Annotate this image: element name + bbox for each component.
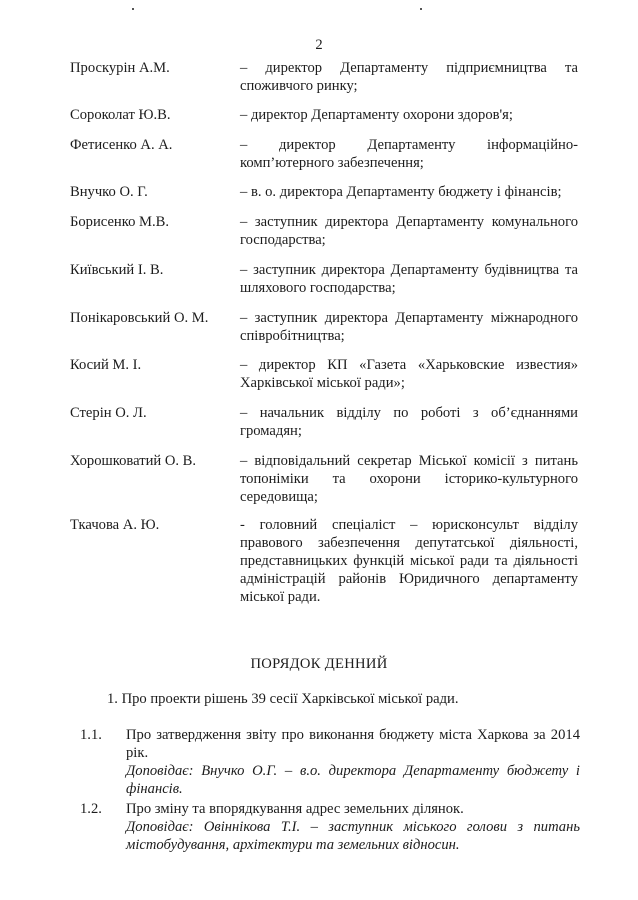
member-role: - головний спеціаліст – юрисконсульт відділу правового забезпечення депутатської діяльності, представницьких функцій міської ради та діяльності адміністрацій районів Юридичного департаменту міської ради.: [240, 517, 578, 605]
member-name: Проскурін А.М.: [70, 60, 170, 76]
member-role: – директор Департаменту охорони здоров'я;: [240, 107, 513, 123]
agenda-item-body: [126, 800, 580, 854]
member-role: – в. о. директора Департаменту бюджету і фінансів;: [240, 184, 562, 200]
member-role: – директор Департаменту інформаційно-комп’ютерного забезпечення;: [240, 137, 578, 171]
member-name: Хорошковатий О. В.: [70, 453, 197, 469]
member-name: Фетисенко А. А.: [70, 137, 173, 153]
member-name: Київський І. В.: [70, 262, 164, 278]
member-role: – директор Департаменту підприємництва та споживчого ринку;: [240, 60, 578, 94]
member-name: Стерін О. Л.: [70, 405, 147, 421]
agenda-item-body: [126, 726, 580, 798]
member-name: Борисенко М.В.: [70, 214, 170, 230]
agenda-item-number: 1.1.: [80, 727, 102, 743]
member-name: Косий М. І.: [70, 357, 142, 373]
member-name: Понікаровський О. М.: [70, 310, 209, 326]
member-role: – відповідальний секретар Міської комісії з питань топоніміки та охорони історико-культурного середовища;: [240, 453, 578, 505]
member-role: – заступник директора Департаменту будівництва та шляхового господарства;: [240, 262, 578, 296]
member-name: Внучко О. Г.: [70, 184, 148, 200]
agenda-item-reporter: Доповідає: Овіннікова Т.І. – заступник міського голови з питань містобудування, архітектури та земельних відносин.: [126, 819, 580, 853]
agenda-item-number: 1.2.: [80, 801, 102, 817]
scan-speck: [420, 8, 422, 10]
agenda-item-text: Про затвердження звіту про виконання бюджету міста Харкова за 2014 рік.: [126, 727, 580, 761]
member-role: – директор КП «Газета «Харьковские известия» Харківської міської ради»;: [240, 357, 578, 391]
member-name: Сороколат Ю.В.: [70, 107, 171, 123]
member-role: – начальник відділу по роботі з об’єднаннями громадян;: [240, 405, 578, 439]
member-role: – заступник директора Департаменту комунального господарства;: [240, 214, 578, 248]
member-name: Ткачова А. Ю.: [70, 517, 160, 533]
agenda-section-title: 1. Про проекти рішень 39 сесії Харківської міської ради.: [107, 691, 459, 707]
member-role: – заступник директора Департаменту міжнародного співробітництва;: [240, 310, 578, 344]
agenda-heading: ПОРЯДОК ДЕННИЙ: [250, 656, 388, 672]
agenda-item-reporter: Доповідає: Внучко О.Г. – в.о. директора Департаменту бюджету і фінансів.: [126, 763, 580, 797]
page-number: 2: [315, 37, 323, 53]
agenda-item-text: Про зміну та впорядкування адрес земельних ділянок.: [126, 801, 464, 817]
scan-speck: [132, 8, 134, 10]
